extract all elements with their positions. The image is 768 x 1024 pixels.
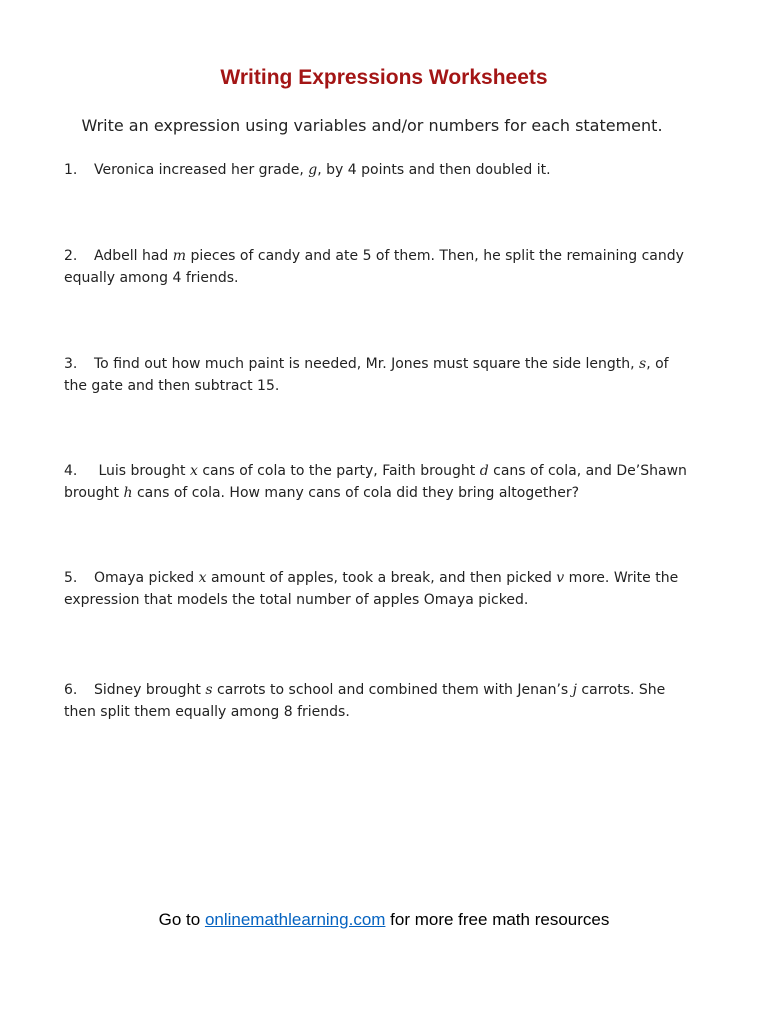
problem-text: To find out how much paint is needed, Mr. Jones must square the side length,: [94, 356, 640, 372]
problem-5: [64, 568, 694, 611]
variable: d: [479, 463, 489, 479]
variable: s: [639, 356, 647, 372]
problem-text: cans of cola, and De’Shawn brought: [64, 463, 687, 501]
footer-suffix: for more free math resources: [385, 910, 610, 929]
instructions: Write an expression using variables and/or numbers for each statement.: [81, 116, 663, 135]
problem-text: carrots. She then split them equally among 8 friends.: [64, 682, 666, 720]
problem-text: pieces of candy and ate 5 of them. Then, he split the remaining candy equally among 4 friends.: [64, 248, 684, 286]
variable: s: [205, 682, 213, 698]
problem-text: carrots to school and combined them with Jenan’s: [212, 682, 573, 698]
problem-1: [64, 160, 694, 182]
problem-text: Veronica increased her grade,: [94, 162, 309, 178]
problem-number: 1.: [64, 162, 78, 178]
problem-4: [64, 461, 694, 504]
variable: x: [198, 570, 207, 586]
problem-text: , by 4 points and then doubled it.: [317, 162, 551, 178]
problem-number: 5.: [64, 570, 78, 586]
problem-text: Luis brought: [94, 463, 190, 479]
page-title: Writing Expressions Worksheets: [220, 66, 548, 89]
problem-2: [64, 246, 694, 289]
footer: [0, 910, 768, 930]
variable: m: [172, 248, 187, 264]
problem-text: more. Write the expression that models the total number of apples Omaya picked.: [64, 570, 679, 608]
variable: x: [189, 463, 198, 479]
problem-text: Adbell had: [94, 248, 173, 264]
variable: g: [308, 162, 318, 178]
problem-number: 4.: [64, 463, 78, 479]
variable: h: [123, 484, 133, 501]
footer-prefix: Go to: [158, 910, 205, 929]
footer-link[interactable]: onlinemathlearning.com: [204, 910, 386, 929]
problem-text: cans of cola. How many cans of cola did they bring altogether?: [132, 484, 580, 501]
problem-number: 3.: [64, 356, 78, 372]
problem-text: Sidney brought: [94, 682, 206, 698]
variable: v: [556, 570, 565, 586]
problem-number: 2.: [64, 248, 78, 264]
problem-text: amount of apples, took a break, and then picked: [206, 570, 557, 586]
problem-number: 6.: [64, 682, 78, 698]
problem-text: cans of cola to the party, Faith brought: [197, 463, 480, 479]
problem-text: Omaya picked: [94, 570, 199, 586]
problem-3: [64, 354, 694, 397]
problem-6: [64, 680, 694, 723]
problem-text: , of the gate and then subtract 15.: [64, 356, 669, 394]
variable: j: [572, 682, 577, 698]
